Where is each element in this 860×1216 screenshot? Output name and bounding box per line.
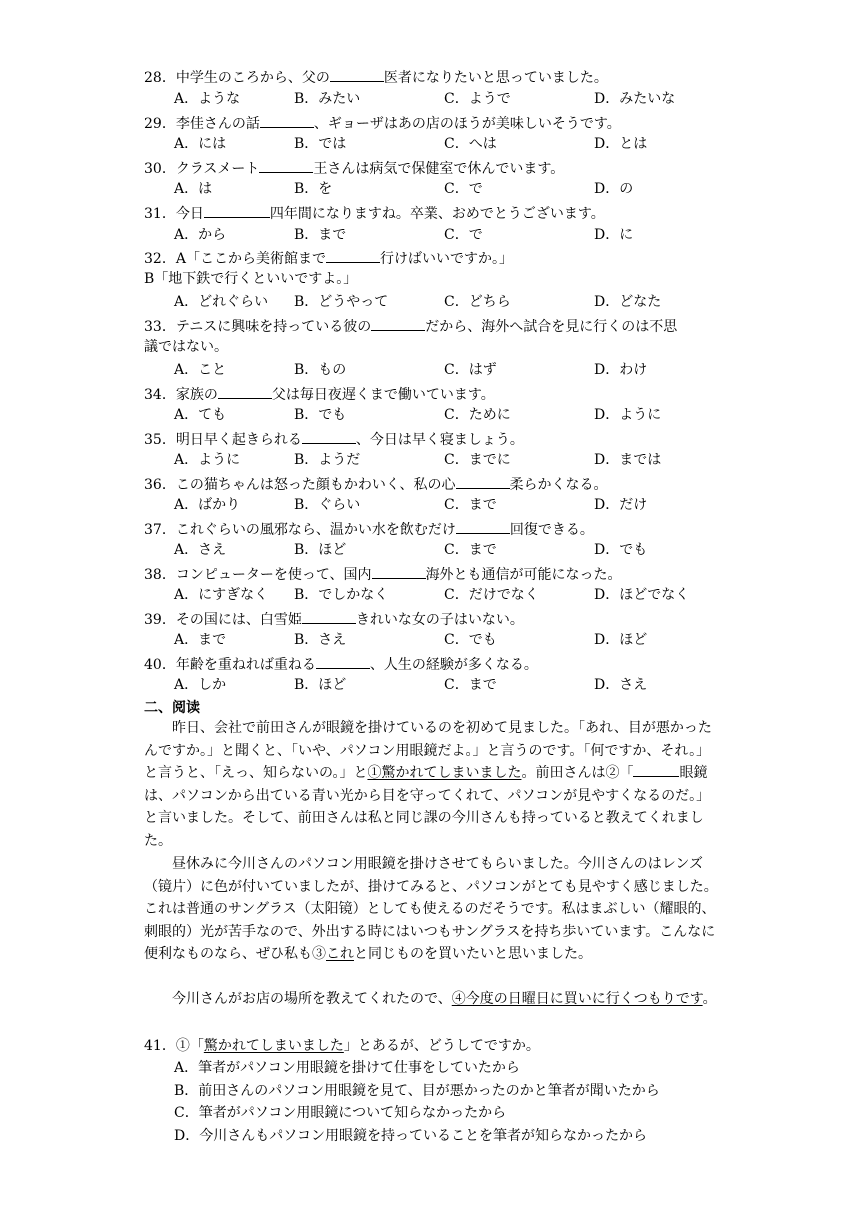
- option-41-b: B．前田さんのパソコン用眼鏡を見て、目が悪かったのかと筆者が聞いたから: [174, 1083, 660, 1099]
- answer-blank: [456, 520, 510, 534]
- options-36: A．ばかり B．ぐらい C．まで D．だけ: [174, 497, 648, 513]
- question-41: 41．①「驚かれてしまいました」とあるが、どうしてですか。: [144, 1038, 540, 1054]
- answer-blank: [372, 565, 426, 579]
- options-28: A．ような B．みたい C．ようで D．みたいな: [174, 91, 676, 107]
- answer-blank: [371, 317, 425, 331]
- answer-blank: [456, 475, 510, 489]
- underlined-phrase-1: ①驚かれてしまいました: [367, 765, 522, 782]
- answer-blank: [302, 610, 356, 624]
- options-33: A．こと B．もの C．はず D．わけ: [174, 362, 648, 378]
- question-34: 34．家族の 父は毎日夜遅くまで働いています。: [144, 387, 495, 403]
- passage-paragraph-3: 今川さんがお店の場所を教えてくれたので、④今度の日曜日に買いに行くつもりです。: [172, 991, 717, 1007]
- section-title: 二、阅读: [144, 700, 200, 716]
- answer-blank: [330, 68, 384, 82]
- options-39: A．まで B．さえ C．でも D．ほど: [174, 632, 648, 648]
- passage-paragraph-1: 昨日、会社で前田さんが眼鏡を掛けているのを初めて見ました。「あれ、目が悪かったんですか。」と聞くと、「いや、パソコン用眼鏡だよ。」と言うのです。「何ですか、それ。」と言うと、「えっ、知らないの。」と①驚かれてしまいました。前田さんは②「 眼鏡は、パソコンから出ている青い光から目を守ってくれて、パソコンが見やすくなるのだ。」と言いました。そして、前田さんは私と同じ課の今川さんも持っていると教えてくれました。: [144, 720, 712, 849]
- options-34: A．ても B．でも C．ために D．ように: [174, 407, 662, 423]
- options-40: A．しか B．ほど C．まで D．さえ: [174, 677, 648, 693]
- options-30: A．は B．を C．で D．の: [174, 181, 634, 197]
- question-28: 28．中学生のころから、父の 医者になりたいと思っていました。: [144, 70, 608, 86]
- answer-blank: [260, 114, 314, 128]
- question-36: 36．この猫ちゃんは怒った顔もかわいく、私の心 柔らかくなる。: [144, 477, 608, 493]
- question-29: 29．李佳さんの話 、ギョーザはあの店のほうが美味しいそうです。: [144, 116, 621, 132]
- question-33-line2: 議ではない。: [144, 339, 228, 355]
- answer-blank: [326, 249, 380, 263]
- underlined-phrase-3: これ: [326, 946, 354, 963]
- question-32-line2: B「地下鉄で行くといいですよ。」: [144, 271, 358, 287]
- question-39: 39．その国には、白雪姫 きれいな女の子はいない。: [144, 612, 524, 628]
- underlined-phrase-4: ④今度の日曜日に買いに行くつもりです: [451, 991, 703, 1007]
- answer-blank: [302, 430, 356, 444]
- answer-blank: [633, 763, 679, 777]
- options-38: A．にすぎなく B．でしかなく C．だけでなく D．ほどでなく: [174, 587, 690, 603]
- question-38: 38．コンピューターを使って、国内 海外とも通信が可能になった。: [144, 567, 622, 583]
- option-41-a: A．筆者がパソコン用眼鏡を掛けて仕事をしていたから: [174, 1060, 520, 1076]
- option-41-d: D．今川さんもパソコン用眼鏡を持っていることを筆者が知らなかったから: [174, 1128, 647, 1144]
- question-37: 37．これぐらいの風邪なら、温かい水を飲むだけ 回復できる。: [144, 522, 594, 538]
- question-35: 35．明日早く起きられる 、今日は早く寝ましょう。: [144, 432, 524, 448]
- question-33: 33．テニスに興味を持っている彼の だから、海外へ試合を見に行くのは不思: [144, 319, 678, 335]
- options-31: A．から B．まで C．で D．に: [174, 227, 634, 243]
- passage-paragraph-2: 昼休みに今川さんのパソコン用眼鏡を掛けさせてもらいました。今川さんのはレンズ（镜片）に色が付いていましたが、掛けてみると、パソコンがとても見やすく感じました。これは普通のサングラス（太阳镜）としても使えるのだそうです。私はまぶしい（耀眼的、刺眼的）光が苦手なので、外出する時にはいつもサングラスを持ち歩いています。こんなに便利なものなら、ぜひ私も③これと同じものを買いたいと思いました。: [144, 856, 718, 963]
- question-32: 32．A「ここから美術館まで 行けばいいですか。」: [144, 251, 513, 267]
- question-30: 30．クラスメート 王さんは病気で保健室で休んでいます。: [144, 161, 565, 177]
- question-31: 31．今日 四年間になりますね。卒業、おめでとうございます。: [144, 206, 605, 222]
- answer-blank: [204, 204, 270, 218]
- answer-blank: [316, 655, 370, 669]
- option-41-c: C．筆者がパソコン用眼鏡について知らなかったから: [174, 1105, 507, 1121]
- options-37: A．さえ B．ほど C．まで D．でも: [174, 542, 648, 558]
- options-32: A．どれぐらい B．どうやって C．どちら D．どなた: [174, 294, 662, 310]
- answer-blank: [259, 159, 313, 173]
- answer-blank: [218, 385, 272, 399]
- options-35: A．ように B．ようだ C．までに D．までは: [174, 452, 662, 468]
- question-40: 40．年齢を重ねれば重ねる 、人生の経験が多くなる。: [144, 657, 538, 673]
- options-29: A．には B．では C．へは D．とは: [174, 136, 648, 152]
